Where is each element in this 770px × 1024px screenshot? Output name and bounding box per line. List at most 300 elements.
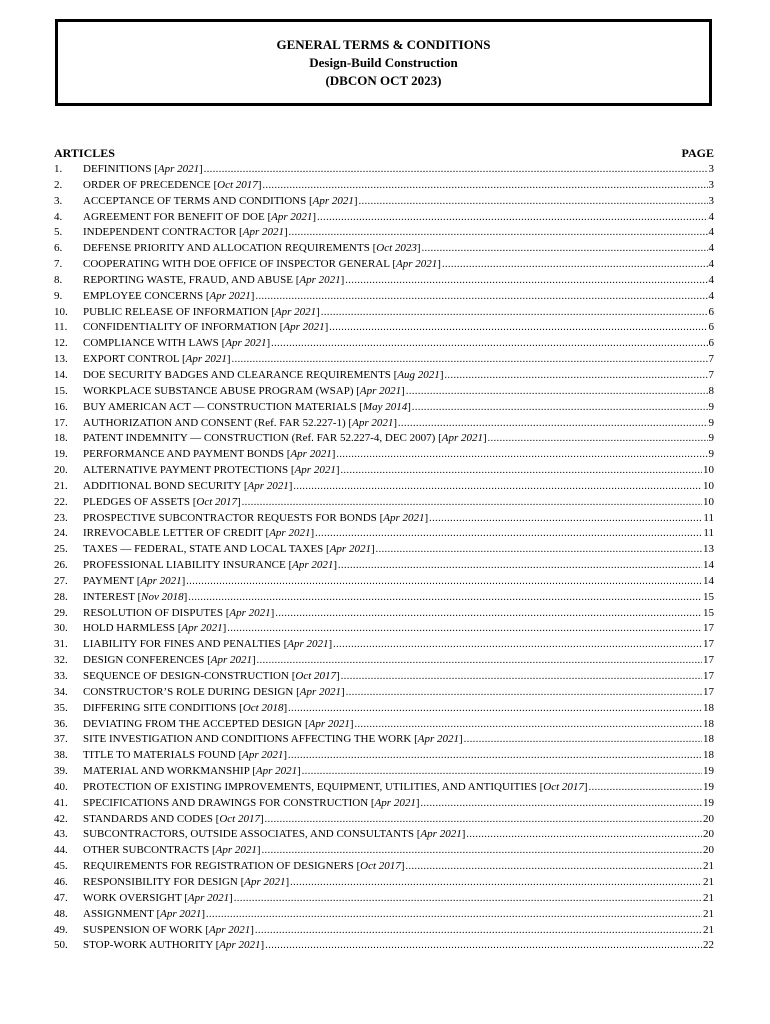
toc-entry[interactable] xyxy=(54,574,714,590)
toc-entry[interactable] xyxy=(54,907,714,923)
toc-entry-date: Apr 2021 xyxy=(219,939,261,952)
toc-entry-title-wrap: STOP-WORK AUTHORITY [Apr 2021] xyxy=(83,939,265,952)
toc-entry-title-wrap: CONSTRUCTOR’S ROLE DURING DESIGN [Apr 2021] xyxy=(83,685,345,698)
toc-entry-page: 13 xyxy=(703,543,714,556)
toc-dot-leader xyxy=(289,225,708,241)
toc-entry-title: PATENT INDEMNITY — CONSTRUCTION (Ref. FAR 52.227-4, DEC 2007) xyxy=(83,432,436,445)
toc-entry-date: Apr 2021 xyxy=(292,559,334,572)
toc-entry[interactable] xyxy=(54,416,714,432)
toc-entry[interactable] xyxy=(54,352,714,368)
toc-entry-title: AGREEMENT FOR BENEFIT OF DOE xyxy=(83,210,265,223)
toc-entry[interactable] xyxy=(54,305,714,321)
toc-entry[interactable] xyxy=(54,590,714,606)
toc-entry-date: Oct 2017 xyxy=(543,780,584,793)
toc-entry-body xyxy=(83,780,714,796)
toc-entry-page: 20 xyxy=(703,828,714,841)
toc-entry-page: 10 xyxy=(703,479,714,492)
toc-entry-title: PERFORMANCE AND PAYMENT BONDS xyxy=(83,448,285,461)
toc-entry-title-wrap: DEFENSE PRIORITY AND ALLOCATION REQUIREMENTS [Oct 2023] xyxy=(83,242,421,255)
toc-dot-leader xyxy=(406,384,708,400)
toc-entry[interactable] xyxy=(54,621,714,637)
toc-entry-body xyxy=(83,400,714,416)
toc-dot-leader xyxy=(255,289,707,305)
toc-entry-page: 4 xyxy=(708,210,714,223)
toc-dot-leader xyxy=(398,416,707,432)
toc-entry-page: 9 xyxy=(708,432,714,445)
toc-entry-page: 9 xyxy=(708,400,714,413)
toc-entry-body xyxy=(83,257,714,273)
page-heading: PAGE xyxy=(681,146,714,160)
toc-entry-page: 11 xyxy=(703,527,714,540)
toc-entry-date: Nov 2018 xyxy=(141,590,184,603)
toc-entry-number: 11. xyxy=(54,321,68,334)
toc-entry-body xyxy=(83,685,714,701)
toc-entry-number: 12. xyxy=(54,337,68,350)
toc-entry-title-wrap: DEFINITIONS [Apr 2021] xyxy=(83,163,203,175)
toc-entry[interactable] xyxy=(54,320,714,336)
toc-entry-date: Aug 2021 xyxy=(397,368,440,381)
toc-entry-page: 19 xyxy=(703,796,714,809)
toc-entry[interactable] xyxy=(54,162,714,178)
toc-entry-title: ORDER OF PRECEDENCE xyxy=(83,178,211,191)
toc-entry-title: OTHER SUBCONTRACTS xyxy=(83,844,210,857)
toc-entry[interactable] xyxy=(54,923,714,939)
toc-entry[interactable] xyxy=(54,210,714,226)
toc-entry[interactable] xyxy=(54,178,714,194)
toc-entry-number: 43. xyxy=(54,828,68,841)
toc-entry[interactable] xyxy=(54,653,714,669)
toc-entry-page: 7 xyxy=(708,368,714,381)
toc-entry-page: 6 xyxy=(708,337,714,350)
toc-entry-number: 23. xyxy=(54,511,68,524)
toc-entry[interactable] xyxy=(54,289,714,305)
toc-entry-number: 20. xyxy=(54,464,68,477)
toc-entry-title: INDEPENDENT CONTRACTOR xyxy=(83,226,237,239)
toc-entry-body xyxy=(83,542,714,558)
toc-entry-title-wrap: TAXES — FEDERAL, STATE AND LOCAL TAXES [Apr 2021] xyxy=(83,543,375,556)
toc-entry-body xyxy=(83,241,714,257)
toc-entry-page: 18 xyxy=(703,733,714,746)
toc-entry[interactable] xyxy=(54,463,714,479)
toc-entry-title-wrap: ADDITIONAL BOND SECURITY [Apr 2021] xyxy=(83,479,293,492)
toc-entry-body xyxy=(83,384,714,400)
toc-entry-number: 35. xyxy=(54,701,68,714)
toc-entry-number: 42. xyxy=(54,812,68,825)
toc-entry-body xyxy=(83,621,714,637)
toc-entry-title-wrap: PAYMENT [Apr 2021] xyxy=(83,574,186,587)
toc-entry-page: 20 xyxy=(703,844,714,857)
toc-entry[interactable] xyxy=(54,685,714,701)
toc-dot-leader xyxy=(302,764,702,780)
toc-entry[interactable] xyxy=(54,542,714,558)
toc-entry-title: COMPLIANCE WITH LAWS xyxy=(83,337,219,350)
toc-entry-number: 34. xyxy=(54,685,68,698)
toc-entry-number: 4. xyxy=(54,210,63,223)
toc-entry-title: INTEREST xyxy=(83,590,135,603)
toc-entry[interactable] xyxy=(54,495,714,511)
toc-entry-title: WORK OVERSIGHT xyxy=(83,891,182,904)
toc-entry-body xyxy=(83,178,714,194)
toc-entry-title: IRREVOCABLE LETTER OF CREDIT xyxy=(83,527,263,540)
toc-entry-number: 46. xyxy=(54,875,68,888)
toc-entry-page: 3 xyxy=(708,163,714,175)
toc-entry[interactable] xyxy=(54,400,714,416)
toc-entry-title-wrap: SUSPENSION OF WORK [Apr 2021] xyxy=(83,923,254,936)
toc-entry-title: SUBCONTRACTORS, OUTSIDE ASSOCIATES, AND CONSULTANTS xyxy=(83,828,415,841)
toc-entry-page: 21 xyxy=(703,907,714,920)
toc-entry-number: 16. xyxy=(54,400,68,413)
toc-entry-title: PLEDGES OF ASSETS xyxy=(83,495,190,508)
toc-entry-date: Oct 2017 xyxy=(219,812,260,825)
toc-entry-title-wrap: RESOLUTION OF DISPUTES [Apr 2021] xyxy=(83,606,275,619)
toc-entry-title-wrap: AGREEMENT FOR BENEFIT OF DOE [Apr 2021] xyxy=(83,210,317,223)
toc-entry-body xyxy=(83,859,714,875)
toc-entry-page: 4 xyxy=(708,273,714,286)
toc-entry-body xyxy=(83,511,714,527)
toc-dot-leader xyxy=(288,701,702,717)
toc-entry-body xyxy=(83,210,714,226)
toc-entry-number: 32. xyxy=(54,654,68,667)
toc-entry-date: Apr 2021 xyxy=(352,416,394,429)
toc-entry-body xyxy=(83,637,714,653)
toc-entry-title-wrap: SPECIFICATIONS AND DRAWINGS FOR CONSTRUCTION [Apr 2021] xyxy=(83,796,420,809)
toc-entry-body xyxy=(83,526,714,542)
toc-header xyxy=(54,146,714,160)
toc-entry[interactable] xyxy=(54,336,714,352)
toc-entry-page: 8 xyxy=(708,384,714,397)
toc-entry-title-wrap: MATERIAL AND WORKMANSHIP [Apr 2021] xyxy=(83,765,301,778)
toc-entry-body xyxy=(83,812,714,828)
toc-entry[interactable] xyxy=(54,526,714,542)
toc-dot-leader xyxy=(345,273,707,289)
toc-dot-leader xyxy=(275,606,702,622)
toc-entry-page: 22 xyxy=(703,939,714,952)
toc-entry[interactable] xyxy=(54,606,714,622)
toc-entry-date: Apr 2021 xyxy=(181,622,223,635)
toc-dot-leader xyxy=(234,891,702,907)
toc-entry-title-wrap: DOE SECURITY BADGES AND CLEARANCE REQUIREMENTS [Aug 2021] xyxy=(83,368,444,381)
toc-entry-page: 17 xyxy=(703,622,714,635)
toc-entry-body xyxy=(83,305,714,321)
toc-entry[interactable] xyxy=(54,748,714,764)
toc-entry-body xyxy=(83,669,714,685)
toc-entry-page: 11 xyxy=(703,511,714,524)
toc-entry-number: 44. xyxy=(54,844,68,857)
toc-entry-page: 21 xyxy=(703,875,714,888)
toc-entry-date: Apr 2021 xyxy=(247,479,289,492)
toc-entry-date: Apr 2021 xyxy=(160,907,202,920)
toc-entry[interactable] xyxy=(54,780,714,796)
toc-entry[interactable] xyxy=(54,368,714,384)
toc-dot-leader xyxy=(265,938,702,954)
toc-entry[interactable] xyxy=(54,827,714,843)
toc-entry-title-wrap: REPORTING WASTE, FRAUD, AND ABUSE [Apr 2021] xyxy=(83,273,345,286)
toc-entry-number: 36. xyxy=(54,717,68,730)
toc-dot-leader xyxy=(227,621,702,637)
toc-entry-date: May 2014 xyxy=(362,400,408,413)
toc-entry-title: STOP-WORK AUTHORITY xyxy=(83,939,213,952)
toc-entry-body xyxy=(83,558,714,574)
toc-entry[interactable] xyxy=(54,558,714,574)
toc-entry-date: Apr 2021 xyxy=(374,796,416,809)
toc-entry-body xyxy=(83,843,714,859)
toc-entry-page: 3 xyxy=(708,178,714,191)
toc-entry-number: 31. xyxy=(54,638,68,651)
toc-entry-body xyxy=(83,574,714,590)
toc-entry-page: 21 xyxy=(703,891,714,904)
toc-entry-body xyxy=(83,606,714,622)
toc-entry-body xyxy=(83,653,714,669)
toc-entry-date: Apr 2021 xyxy=(242,749,284,762)
toc-dot-leader xyxy=(422,241,708,257)
toc-dot-leader xyxy=(232,352,708,368)
toc-dot-leader xyxy=(288,748,702,764)
toc-entry[interactable] xyxy=(54,938,714,954)
toc-entry-date: Apr 2021 xyxy=(157,163,200,175)
toc-entry-date: Apr 2021 xyxy=(383,511,425,524)
toc-entry-number: 5. xyxy=(54,226,63,239)
toc-dot-leader xyxy=(466,827,702,843)
toc-dot-leader xyxy=(262,178,707,194)
toc-entry-number: 40. xyxy=(54,780,68,793)
toc-dot-leader xyxy=(421,796,703,812)
toc-entry-title-wrap: ASSIGNMENT [Apr 2021] xyxy=(83,907,206,920)
toc-entry-page: 9 xyxy=(708,448,714,461)
toc-entry-number: 22. xyxy=(54,495,68,508)
toc-entry-number: 33. xyxy=(54,670,68,682)
toc-entry-title-wrap: PROFESSIONAL LIABILITY INSURANCE [Apr 2021] xyxy=(83,559,338,572)
toc-entry-number: 8. xyxy=(54,273,63,286)
toc-entry-title: DEFENSE PRIORITY AND ALLOCATION REQUIREMENTS xyxy=(83,242,370,255)
toc-entry-title-wrap: BUY AMERICAN ACT — CONSTRUCTION MATERIALS [May 2014] xyxy=(83,400,411,413)
toc-entry-number: 47. xyxy=(54,891,68,904)
toc-entry-title: TAXES — FEDERAL, STATE AND LOCAL TAXES xyxy=(83,543,324,556)
toc-entry-title: RESOLUTION OF DISPUTES xyxy=(83,606,223,619)
toc-entry-body xyxy=(83,717,714,733)
toc-entry[interactable] xyxy=(54,875,714,891)
toc-entry[interactable] xyxy=(54,891,714,907)
toc-entry[interactable] xyxy=(54,796,714,812)
toc-entry-number: 17. xyxy=(54,416,68,429)
toc-entry-title-wrap: EMPLOYEE CONCERNS [Apr 2021] xyxy=(83,289,255,302)
toc-entry-page: 6 xyxy=(708,321,714,334)
toc-entry-number: 6. xyxy=(54,242,63,255)
toc-dot-leader xyxy=(341,463,703,479)
toc-entry-number: 3. xyxy=(54,194,63,207)
toc-entry-page: 4 xyxy=(708,258,714,271)
toc-entry-date: Apr 2021 xyxy=(312,194,354,207)
toc-entry-body xyxy=(83,225,714,241)
toc-entry-title-wrap: DIFFERING SITE CONDITIONS [Oct 2018] xyxy=(83,701,288,714)
toc-entry[interactable] xyxy=(54,701,714,717)
toc-entry-number: 10. xyxy=(54,305,68,318)
toc-entry-page: 17 xyxy=(703,638,714,651)
toc-entry[interactable] xyxy=(54,859,714,875)
toc-entry-page: 9 xyxy=(708,416,714,429)
toc-dot-leader xyxy=(359,194,708,210)
toc-entry-body xyxy=(83,368,714,384)
toc-entry[interactable] xyxy=(54,431,714,447)
toc-entry[interactable] xyxy=(54,194,714,210)
toc-entry[interactable] xyxy=(54,225,714,241)
toc-entry[interactable] xyxy=(54,812,714,828)
toc-entry[interactable] xyxy=(54,764,714,780)
document-subtitle: Design-Build Construction xyxy=(309,54,458,70)
toc-entry-number: 27. xyxy=(54,574,68,587)
articles-heading: ARTICLES xyxy=(54,146,115,160)
toc-entry-date: Oct 2018 xyxy=(242,701,284,714)
toc-entry-number: 26. xyxy=(54,559,68,572)
toc-entry-title: MATERIAL AND WORKMANSHIP xyxy=(83,765,250,778)
toc-entry[interactable] xyxy=(54,384,714,400)
toc-dot-leader xyxy=(290,875,702,891)
toc-entry[interactable] xyxy=(54,511,714,527)
toc-entry-title: COOPERATING WITH DOE OFFICE OF INSPECTOR GENERAL xyxy=(83,258,390,271)
toc-entry[interactable] xyxy=(54,241,714,257)
toc-dot-leader xyxy=(262,843,702,859)
toc-entry-date: Apr 2021 xyxy=(308,717,350,730)
toc-dot-leader xyxy=(338,558,702,574)
toc-entry-title: PROFESSIONAL LIABILITY INSURANCE xyxy=(83,559,286,572)
toc-entry[interactable] xyxy=(54,732,714,748)
toc-dot-leader xyxy=(206,907,702,923)
toc-entry[interactable] xyxy=(54,447,714,463)
toc-entry-title-wrap: PATENT INDEMNITY — CONSTRUCTION (Ref. FAR 52.227-4, DEC 2007) [Apr 2021] xyxy=(83,432,487,445)
toc-entry-title-wrap: RESPONSIBILITY FOR DESIGN [Apr 2021] xyxy=(83,875,290,888)
toc-entry-body xyxy=(83,479,714,495)
toc-entry-date: Apr 2021 xyxy=(299,273,341,286)
toc-entry-body xyxy=(83,447,714,463)
toc-entry-number: 50. xyxy=(54,939,68,952)
toc-entry-number: 9. xyxy=(54,289,63,302)
toc-entry[interactable] xyxy=(54,637,714,653)
toc-entry-date: Apr 2021 xyxy=(359,384,402,397)
toc-dot-leader xyxy=(271,336,707,352)
toc-entry-page: 15 xyxy=(703,606,714,619)
toc-entry-date: Oct 2023 xyxy=(376,242,417,255)
toc-dot-leader xyxy=(204,162,708,178)
toc-entry-title-wrap: SITE INVESTIGATION AND CONDITIONS AFFECTING THE WORK [Apr 2021] xyxy=(83,733,463,746)
toc-entry-date: Apr 2021 xyxy=(269,527,311,540)
table-of-contents xyxy=(54,162,714,954)
toc-entry-page: 14 xyxy=(703,559,714,572)
toc-entry-title: DIFFERING SITE CONDITIONS xyxy=(83,701,237,714)
toc-entry-title: DEVIATING FROM THE ACCEPTED DESIGN xyxy=(83,717,303,730)
toc-entry-body xyxy=(83,162,714,178)
toc-entry-number: 1. xyxy=(54,163,63,175)
toc-dot-leader xyxy=(315,526,702,542)
toc-entry-date: Apr 2021 xyxy=(215,844,257,857)
toc-entry-number: 15. xyxy=(54,384,68,397)
toc-entry-title-wrap: LIABILITY FOR FINES AND PENALTIES [Apr 2021] xyxy=(83,638,333,651)
toc-entry-title: SITE INVESTIGATION AND CONDITIONS AFFECTING THE WORK xyxy=(83,733,412,746)
toc-entry-number: 37. xyxy=(54,733,68,746)
toc-dot-leader xyxy=(355,717,702,733)
toc-dot-leader xyxy=(242,495,702,511)
toc-entry-body xyxy=(83,416,714,432)
toc-entry-body xyxy=(83,732,714,748)
toc-entry-page: 21 xyxy=(703,860,714,873)
toc-entry-date: Apr 2021 xyxy=(294,464,336,477)
toc-entry-date: Apr 2021 xyxy=(287,638,329,651)
toc-entry-number: 48. xyxy=(54,907,68,920)
toc-entry-page: 21 xyxy=(703,923,714,936)
toc-entry-body xyxy=(83,352,714,368)
toc-entry-title-wrap: INDEPENDENT CONTRACTOR [Apr 2021] xyxy=(83,226,288,239)
toc-entry-date: Apr 2021 xyxy=(185,353,227,366)
toc-entry-title: SEQUENCE OF DESIGN-CONSTRUCTION xyxy=(83,670,289,682)
toc-entry-date: Apr 2021 xyxy=(255,765,298,778)
toc-entry[interactable] xyxy=(54,843,714,859)
toc-entry-title: HOLD HARMLESS xyxy=(83,622,175,635)
toc-entry-number: 14. xyxy=(54,368,68,381)
toc-entry-date: Apr 2021 xyxy=(140,574,182,587)
toc-entry-title: PUBLIC RELEASE OF INFORMATION xyxy=(83,305,269,318)
toc-entry[interactable] xyxy=(54,669,714,685)
toc-dot-leader xyxy=(317,210,707,226)
toc-entry-number: 24. xyxy=(54,527,68,540)
toc-entry-body xyxy=(83,289,714,305)
toc-entry-title: BUY AMERICAN ACT — CONSTRUCTION MATERIALS xyxy=(83,400,357,413)
toc-entry-page: 18 xyxy=(703,749,714,762)
toc-entry-number: 25. xyxy=(54,543,68,556)
toc-entry-body xyxy=(83,463,714,479)
toc-entry-number: 18. xyxy=(54,432,68,445)
toc-entry-page: 7 xyxy=(708,353,714,366)
toc-entry-title: ALTERNATIVE PAYMENT PROTECTIONS xyxy=(83,464,289,477)
toc-entry-title-wrap: COOPERATING WITH DOE OFFICE OF INSPECTOR GENERAL [Apr 2021] xyxy=(83,258,441,271)
toc-entry-date: Oct 2017 xyxy=(360,860,401,873)
toc-entry-page: 10 xyxy=(703,495,714,508)
toc-entry-body xyxy=(83,273,714,289)
toc-dot-leader xyxy=(293,479,702,495)
toc-entry-number: 7. xyxy=(54,258,63,271)
toc-entry-body xyxy=(83,590,714,606)
toc-entry-title-wrap: SEQUENCE OF DESIGN-CONSTRUCTION [Oct 2017] xyxy=(83,670,340,682)
toc-entry-title-wrap: INTEREST [Nov 2018] xyxy=(83,590,188,603)
toc-dot-leader xyxy=(442,257,708,273)
toc-entry-title-wrap: ORDER OF PRECEDENCE [Oct 2017] xyxy=(83,178,262,191)
toc-entry[interactable] xyxy=(54,479,714,495)
toc-dot-leader xyxy=(329,320,707,336)
toc-entry-title-wrap: PLEDGES OF ASSETS [Oct 2017] xyxy=(83,495,241,508)
toc-entry-title: ADDITIONAL BOND SECURITY xyxy=(83,479,242,492)
toc-entry-title-wrap: PERFORMANCE AND PAYMENT BONDS [Apr 2021] xyxy=(83,448,336,461)
toc-entry[interactable] xyxy=(54,273,714,289)
toc-entry[interactable] xyxy=(54,257,714,273)
toc-entry-date: Apr 2021 xyxy=(271,210,313,223)
toc-entry-page: 19 xyxy=(703,765,714,778)
toc-entry-page: 17 xyxy=(703,654,714,667)
toc-dot-leader xyxy=(188,590,702,606)
toc-entry-number: 39. xyxy=(54,765,68,778)
toc-dot-leader xyxy=(341,669,702,685)
toc-entry-number: 30. xyxy=(54,622,68,635)
toc-entry-body xyxy=(83,431,714,447)
toc-dot-leader xyxy=(255,923,702,939)
toc-entry-title: ASSIGNMENT xyxy=(83,907,154,920)
toc-entry-date: Apr 2021 xyxy=(299,685,342,698)
toc-entry-date: Apr 2021 xyxy=(210,654,252,667)
toc-entry[interactable] xyxy=(54,717,714,733)
toc-dot-leader xyxy=(186,574,702,590)
toc-entry-body xyxy=(83,875,714,891)
toc-entry-title-wrap: EXPORT CONTROL [Apr 2021] xyxy=(83,353,231,366)
toc-entry-title: WORKPLACE SUBSTANCE ABUSE PROGRAM (WSAP) xyxy=(83,384,354,397)
toc-entry-title: DEFINITIONS xyxy=(83,163,152,175)
toc-entry-body xyxy=(83,336,714,352)
toc-dot-leader xyxy=(376,542,702,558)
